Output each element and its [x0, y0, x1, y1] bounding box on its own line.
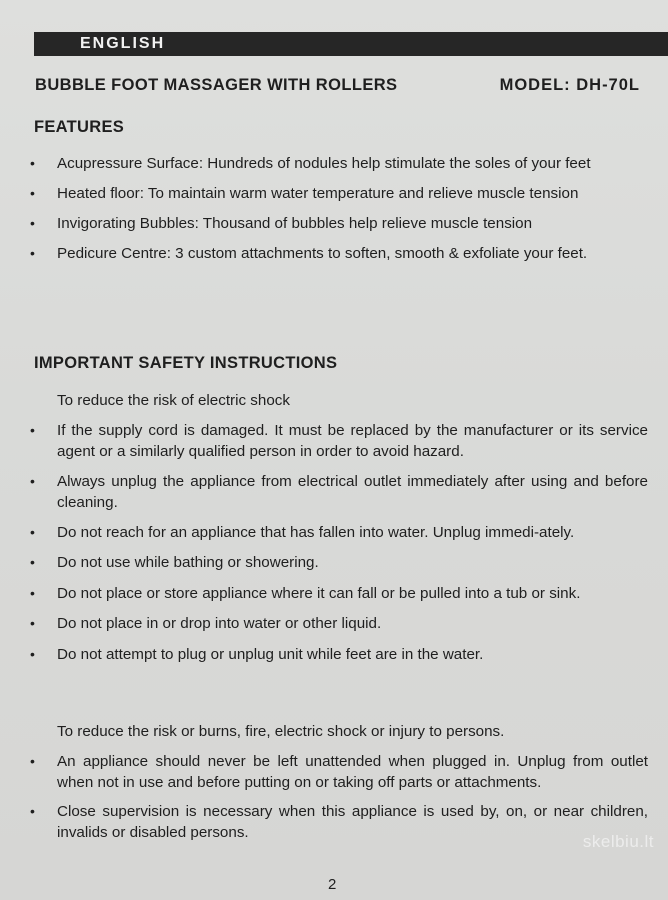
bullet-icon: •: [30, 422, 35, 438]
list-item: [30, 420, 648, 462]
features-heading: FEATURES: [34, 118, 125, 136]
bullet-icon: •: [30, 803, 35, 819]
safety-list-2: [30, 751, 648, 843]
bullet-icon: •: [30, 585, 35, 601]
safety-text: Do not attempt to plug or unplug unit while feet are in the water.: [57, 646, 484, 663]
language-bar: [34, 32, 668, 56]
safety-text: If the supply cord is damaged. It must be replaced by the manufacturer or its service agent or a similarly qualified person in order to avoid hazard.: [57, 422, 648, 460]
list-item: [30, 213, 648, 234]
feature-text: Pedicure Centre: 3 custom attachments to soften, smooth & exfoliate your feet.: [57, 245, 588, 262]
bullet-icon: •: [30, 215, 35, 231]
bullet-icon: •: [30, 155, 35, 171]
safety-text: Do not place or store appliance where it can fall or be pulled into a tub or sink.: [57, 585, 581, 602]
safety-intro: To reduce the risk or burns, fire, electric shock or injury to persons.: [57, 723, 505, 740]
bullet-icon: •: [30, 185, 35, 201]
bullet-icon: •: [30, 753, 35, 769]
safety-text: Do not use while bathing or showering.: [57, 554, 319, 571]
list-item: [30, 644, 648, 665]
bullet-icon: •: [30, 615, 35, 631]
safety-text: Do not reach for an appliance that has fallen into water. Unplug immedi-ately.: [57, 524, 575, 541]
list-item: [30, 552, 648, 573]
list-item: [30, 613, 648, 634]
safety-heading: IMPORTANT SAFETY INSTRUCTIONS: [34, 354, 338, 372]
safety-text: Always unplug the appliance from electrical outlet immediately after using and before cleaning.: [57, 473, 648, 511]
safety-list: [30, 420, 648, 665]
list-item: [30, 243, 648, 264]
safety-intro: To reduce the risk of electric shock: [57, 392, 290, 409]
list-item: [30, 583, 648, 604]
bullet-icon: •: [30, 245, 35, 261]
bullet-icon: •: [30, 646, 35, 662]
bullet-icon: •: [30, 554, 35, 570]
safety-text: Do not place in or drop into water or other liquid.: [57, 615, 382, 632]
bullet-icon: •: [30, 473, 35, 489]
list-item: [30, 751, 648, 793]
language-label: ENGLISH: [80, 35, 166, 52]
bullet-icon: •: [30, 524, 35, 540]
feature-text: Heated floor: To maintain warm water temperature and relieve muscle tension: [57, 185, 579, 202]
list-item: [30, 183, 648, 204]
list-item: [30, 153, 648, 174]
watermark: skelbiu.lt: [582, 832, 654, 851]
safety-text: An appliance should never be left unattended when plugged in. Unplug from outlet when not in use and before putting on or taking off parts or attachments.: [57, 753, 648, 791]
list-item: [30, 801, 648, 843]
feature-text: Invigorating Bubbles: Thousand of bubbles help relieve muscle tension: [57, 215, 533, 232]
list-item: [30, 522, 648, 543]
product-title: BUBBLE FOOT MASSAGER WITH ROLLERS: [35, 76, 398, 94]
page-number: 2: [328, 876, 337, 893]
list-item: [30, 471, 648, 513]
safety-text: Close supervision is necessary when this appliance is used by, on, or near children, invalids or disabled persons.: [57, 803, 648, 841]
model-number: MODEL: DH-70L: [499, 76, 640, 94]
feature-text: Acupressure Surface: Hundreds of nodules help stimulate the soles of your feet: [57, 155, 591, 172]
features-list: [30, 153, 648, 264]
